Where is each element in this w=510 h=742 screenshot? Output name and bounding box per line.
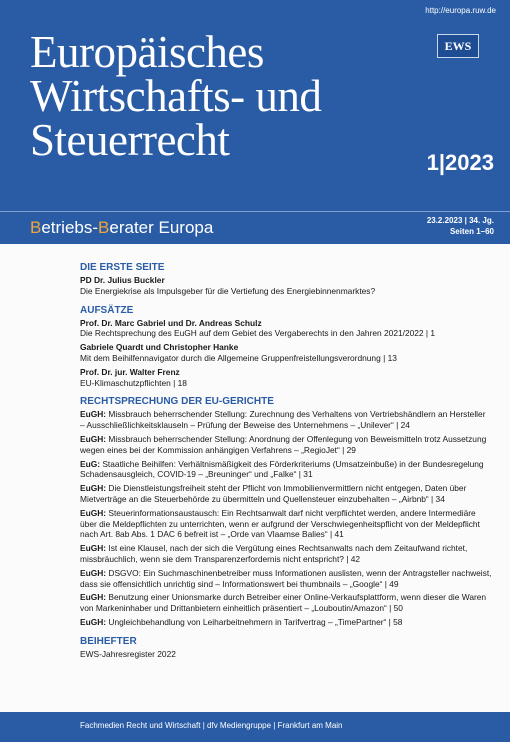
entry-text: Steuerinformationsaustausch: Ein Rechtsanwalt darf nicht verpflichtet werden, andere Intermediäre über die Meldepflichten zu unterrichten, wenn er aufgrund der Verschwiegenheitspflicht von der Meldepflicht nach Art. 8ab Abs. 1 DAC 6 befreit ist – „Orde van Vlaamse Balies“ | 41	[80, 507, 480, 540]
entry-author: Prof. Dr. jur. Walter Frenz	[80, 366, 180, 377]
entry-author: PD Dr. Julius Buckler	[80, 275, 165, 285]
entry-text: Staatliche Beihilfen: Verhältnismäßigkeit des Förderkriteriums (Umsatzeinbuße) in der Bundesregelung Schadensausgleich, COVID-19 – „Breuninger“ und „Falke“ | 31	[80, 458, 484, 480]
entry-court: EuG:	[80, 458, 101, 469]
toc-entry[interactable]	[80, 434, 492, 456]
entry-text: Ist eine Klausel, nach der sich die Vergütung eines Rechtsanwalts nach dem Zeitaufwand richtet, missbräuchlich, wenn sie dem Transparenzerfordernis nicht entspricht? | 42	[80, 543, 468, 564]
toc-entry[interactable]	[80, 367, 492, 389]
issue-number: 1|2023	[426, 150, 494, 175]
entry-author: Prof. Dr. Marc Gabriel und Dr. Andreas Schulz	[80, 317, 262, 328]
entry-title: Die Rechtsprechung des EuGH auf dem Gebiet des Vergaberechts in den Jahren 2021/2022 | 1	[80, 328, 436, 339]
section-heading: BEIHEFTER	[80, 635, 137, 647]
entry-text: Missbrauch beherrschender Stellung: Zurechnung des Verhaltens von Vertriebshändlern an Hersteller – Ausschließlichkeitsklauseln – Prüfung der Beweise des Unternehmens – „Unilever“ | 24	[80, 409, 486, 431]
entry-text: Ungleichbehandlung von Leiharbeitnehmern in Tarifvertrag – „TimePartner“ | 58	[108, 616, 403, 627]
series-bar	[0, 211, 510, 244]
toc-entry[interactable]	[80, 508, 492, 540]
toc-entry[interactable]	[80, 318, 492, 340]
toc-entry[interactable]	[80, 483, 492, 505]
section-erste-seite	[80, 262, 492, 297]
entry-title: EWS-Jahresregister 2022	[80, 648, 176, 659]
section-heading: DIE ERSTE SEITE	[80, 262, 165, 273]
entry-court: EuGH:	[80, 433, 107, 444]
toc-entry[interactable]	[80, 409, 492, 431]
toc-entry[interactable]	[80, 649, 492, 660]
entry-court: EuGH:	[80, 483, 107, 494]
toc-entry[interactable]	[80, 568, 492, 590]
issue-date-volume: 23.2.2023 | 34. Jg.	[426, 216, 494, 225]
series-name	[30, 218, 213, 238]
section-aufsaetze	[80, 305, 492, 389]
publisher-footer	[0, 712, 510, 742]
entry-title: Mit dem Beihilfennavigator durch die Allgemeine Gruppenfreistellungsverordnung | 13	[80, 352, 397, 363]
section-heading: AUFSÄTZE	[80, 304, 134, 316]
entry-text: DSGVO: Ein Suchmaschinenbetreiber muss Informationen auslisten, wenn der Antragsteller nachweist, dass sie offensichtlich unrichtig sind – Informationswert bei thumbnails – „Google“ | 49	[80, 567, 492, 589]
journal-title-line-3: Steuerrecht	[30, 115, 230, 165]
issue-meta	[427, 215, 494, 237]
entry-text: Benutzung einer Unionsmarke durch Betreiber einer Online-Verkaufsplattform, wenn dieser die Waren von Markeninhaber und Drittanbietern einheitlich präsentiert – „Louboutin/Amazon“ | 50	[80, 592, 487, 614]
publisher-info: Fachmedien Recht und Wirtschaft | dfv Mediengruppe | Frankfurt am Main	[80, 721, 343, 730]
entry-court: EuGH:	[80, 567, 107, 578]
entry-title: EU-Klimaschutzpflichten | 18	[80, 377, 187, 388]
journal-title-line-1: Europäisches	[30, 27, 264, 77]
entry-court: EuGH:	[80, 616, 107, 627]
entry-court: EuGH:	[80, 592, 107, 603]
series-rest-2: erater Europa	[109, 218, 214, 237]
toc-entry[interactable]	[80, 459, 492, 481]
toc-entry[interactable]	[80, 617, 492, 628]
toc-entry[interactable]	[80, 275, 492, 297]
toc-entry[interactable]	[80, 342, 492, 364]
ews-logo: EWS	[437, 34, 479, 58]
journal-url[interactable]: http://europa.ruw.de	[425, 6, 496, 15]
entry-court: EuGH:	[80, 507, 107, 518]
entry-author: Gabriele Quardt und Christopher Hanke	[80, 342, 239, 353]
entry-text: Die Dienstleistungsfreiheit steht der Pflicht von Immobilienvermittlern nicht entgegen, Daten über Mietverträge an die Steuerbehörde zu übermitteln und Quellensteuer einzubehalten – „Airbnb“ | 34	[80, 483, 467, 504]
series-initial-1: B	[30, 218, 42, 237]
journal-title-line-2: Wirtschafts- und	[30, 71, 322, 121]
cover-header	[0, 0, 510, 211]
series-rest-1: etriebs-	[41, 218, 99, 237]
series-initial-2: B	[98, 218, 110, 237]
section-rechtsprechung	[80, 396, 492, 627]
table-of-contents	[80, 262, 492, 668]
entry-title: Die Energiekrise als Impulsgeber für die Vertiefung des Energiebinnenmarktes?	[80, 285, 376, 296]
toc-entry[interactable]	[80, 543, 492, 565]
toc-entry[interactable]	[80, 592, 492, 614]
entry-court: EuGH:	[80, 543, 107, 554]
entry-text: Missbrauch beherrschender Stellung: Anordnung der Offenlegung von Beweismitteln trotz Aussetzung wegen eines bei der Kommission anhängigen Verfahrens – „RegioJet“ | 29	[80, 433, 487, 455]
journal-title	[30, 27, 430, 165]
section-beihefter	[80, 636, 492, 660]
entry-court: EuGH:	[80, 409, 107, 420]
section-heading: RECHTSPRECHUNG DER EU-GERICHTE	[80, 396, 274, 408]
issue-pages: Seiten 1–60	[449, 227, 494, 236]
